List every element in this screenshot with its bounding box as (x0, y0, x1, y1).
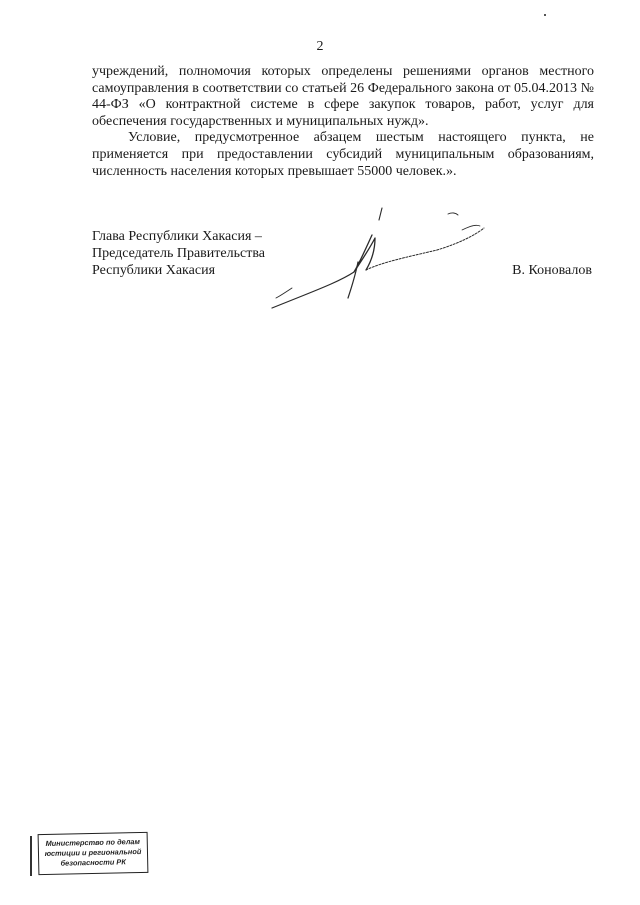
stamp-line: юстиции и региональной (44, 846, 142, 859)
signatory-title-line: Председатель Правительства (92, 246, 265, 261)
document-body (92, 64, 594, 180)
stamp-line: Министерство по делам (45, 837, 141, 848)
page-number: 2 (316, 39, 324, 54)
scan-speck (544, 14, 546, 16)
signatory-name: В. Коновалов (512, 263, 592, 278)
signatory-title-line: Республики Хакасия (92, 263, 216, 278)
registration-stamp (38, 832, 149, 875)
stamp-line: безопасности РК (60, 857, 126, 868)
stamp-edge-mark (30, 836, 32, 876)
paragraph-condition: Условие, предусмотренное абзацем шестым настоящего пункта, не применяется при предоставлении субсидий муниципальным образованиям, численность населения которых превышает 55000 человек.». (92, 130, 594, 179)
signatory-title (92, 228, 265, 279)
handwritten-signature (262, 200, 502, 315)
signatory-title-line: Глава Республики Хакасия – (92, 229, 262, 244)
paragraph-continuation: учреждений, полномочия которых определены решениями органов местного самоуправления в соответствии со статьей 26 Федерального закона от 05.04.2013 № 44-ФЗ «О контрактной системе в сфере закупок товаров, работ, услуг для обеспечения государственных и муниципальных нужд». (92, 64, 594, 129)
